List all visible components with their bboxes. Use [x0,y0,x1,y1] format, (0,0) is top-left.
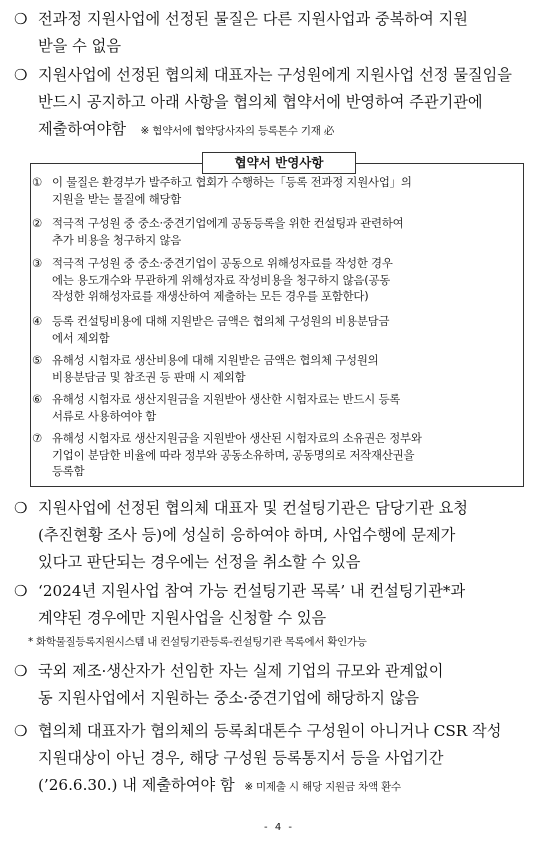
paragraph-cooperation [14,495,534,576]
text-line: (추진현황 조사 등)에 성실히 응하여야 하며, 사업수행에 문제가 [38,526,456,544]
item-line: 에서 제외함 [52,330,110,345]
refund-note: ※ 미제출 시 해당 지원금 차액 환수 [244,781,401,793]
line-text: 협의체 대표자가 협의체의 등록최대톤수 구성원이 아니거나 CSR 작성 [38,722,502,740]
item-number: ⑥ [32,392,43,406]
item-number: ② [32,216,43,230]
agreement-item [32,174,526,207]
text-line: 반드시 공지하고 아래 사항을 협의체 협약서에 반영하여 주관기관에 [38,93,483,111]
agreement-items-title: 협약서 반영사항 [202,152,356,174]
agreement-item [32,313,526,346]
paragraph-foreign-representative [14,658,534,712]
consulting-list-footnote: * 화학물질등록지원시스템 내 컨설팅기관등록-컨설팅기관 목록에서 확인가능 [28,636,367,648]
page-number: - 4 - [264,822,294,833]
line-text: 전과정 지원사업에 선정된 물질은 다른 지원사업과 중복하여 지원 [38,10,468,28]
item-number: ③ [32,256,43,270]
text-line [14,718,534,745]
paragraph-submission-deadline [14,718,534,801]
text-line [14,116,534,145]
text-line: 지원대상이 아닌 경우, 해당 구성원 등록통지서 등을 사업기간 [38,749,444,767]
line-text: 국외 제조·생산자가 선임한 자는 실제 기업의 규모와 관계없이 [38,662,444,680]
item-line: 이 물질은 환경부가 발주하고 협회가 수행하는「등록 전과정 지원사업」의 [52,175,412,189]
agreement-item [32,255,526,305]
item-line: 유해성 시험자료 생산지원금을 지원받아 생산한 시험자료는 반드시 등록 [52,392,401,406]
agreement-note: ※ 협약서에 협약당사자의 등록톤수 기재 必 [140,125,335,137]
text-line [14,578,534,605]
agreement-item [32,391,526,424]
text-line [14,62,534,89]
item-line: 유해성 시험자료 생산비용에 대해 지원받은 금액은 협의체 구성원의 [52,353,379,367]
item-line: 등록 컨설팅비용에 대해 지원받은 금액은 협의체 구성원의 비용분담금 [52,314,390,328]
item-number: ⑦ [32,431,43,445]
circle-bullet-icon: ❍ [14,499,28,517]
item-number: ④ [32,314,43,328]
text-line: 받을 수 없음 [38,37,122,55]
item-line: 적극적 구성원 중 중소·중견기업이 공동으로 위해성자료를 작성한 경우 [52,256,393,270]
paragraph-consortium-notice [14,62,534,145]
paragraph-consulting-list [14,578,534,632]
item-line: 서류로 사용하여야 함 [52,408,157,423]
item-line: 적극적 구성원 중 중소·중견기업에게 공동등록을 위한 컨설팅과 관련하여 [52,216,404,230]
item-line: 유해성 시험자료 생산지원금을 지원받아 생산된 시험자료의 소유권은 정부와 [52,431,422,445]
line-text: 지원사업에 선정된 협의체 대표자 및 컨설팅기관은 담당기관 요청 [38,499,468,517]
text-line [14,6,534,33]
item-line: 등록함 [52,464,85,479]
paragraph-duplicate-support [14,6,534,60]
text-line: 계약된 경우에만 지원사업을 신청할 수 있음 [38,609,327,627]
agreement-item [32,430,526,480]
text-line: 동 지원사업에서 지원하는 중소·중견기업에 해당하지 않음 [38,689,420,707]
circle-bullet-icon: ❍ [14,582,28,600]
agreement-item [32,215,526,248]
item-number: ① [32,175,43,189]
circle-bullet-icon: ❍ [14,722,28,740]
circle-bullet-icon: ❍ [14,66,28,84]
line-text: ‘2024년 지원사업 참여 가능 컨설팅기관 목록’ 내 컨설팅기관*과 [38,582,466,600]
item-line: 지원을 받는 물질에 해당함 [52,191,182,206]
line-text: 지원사업에 선정된 협의체 대표자는 구성원에게 지원사업 선정 물질임을 [38,66,512,84]
text-line [14,772,534,801]
agreement-item [32,352,526,385]
circle-bullet-icon: ❍ [14,10,28,28]
text-line [14,658,534,685]
circle-bullet-icon: ❍ [14,662,28,680]
item-line: 추가 비용을 청구하지 않음 [52,232,182,247]
item-line: 작성한 위해성자료를 재생산하여 제출하는 모든 경우를 포함한다) [52,289,369,304]
line-text: (’26.6.30.) 내 제출하여야 함 [38,776,235,794]
line-text: 제출하여야함 [38,120,127,138]
item-line: 비용분담금 및 참조권 등 판매 시 제외함 [52,369,246,384]
item-number: ⑤ [32,353,43,367]
item-line: 에는 용도개수와 무관하게 위해성자료 작성비용을 청구하지 않음(공동 [52,272,391,287]
text-line [14,495,534,522]
item-line: 기업이 분담한 비율에 따라 정부와 공동소유하며, 공동명의로 저작재산권을 [52,447,415,462]
text-line: 있다고 판단되는 경우에는 선정을 취소할 수 있음 [38,553,361,571]
